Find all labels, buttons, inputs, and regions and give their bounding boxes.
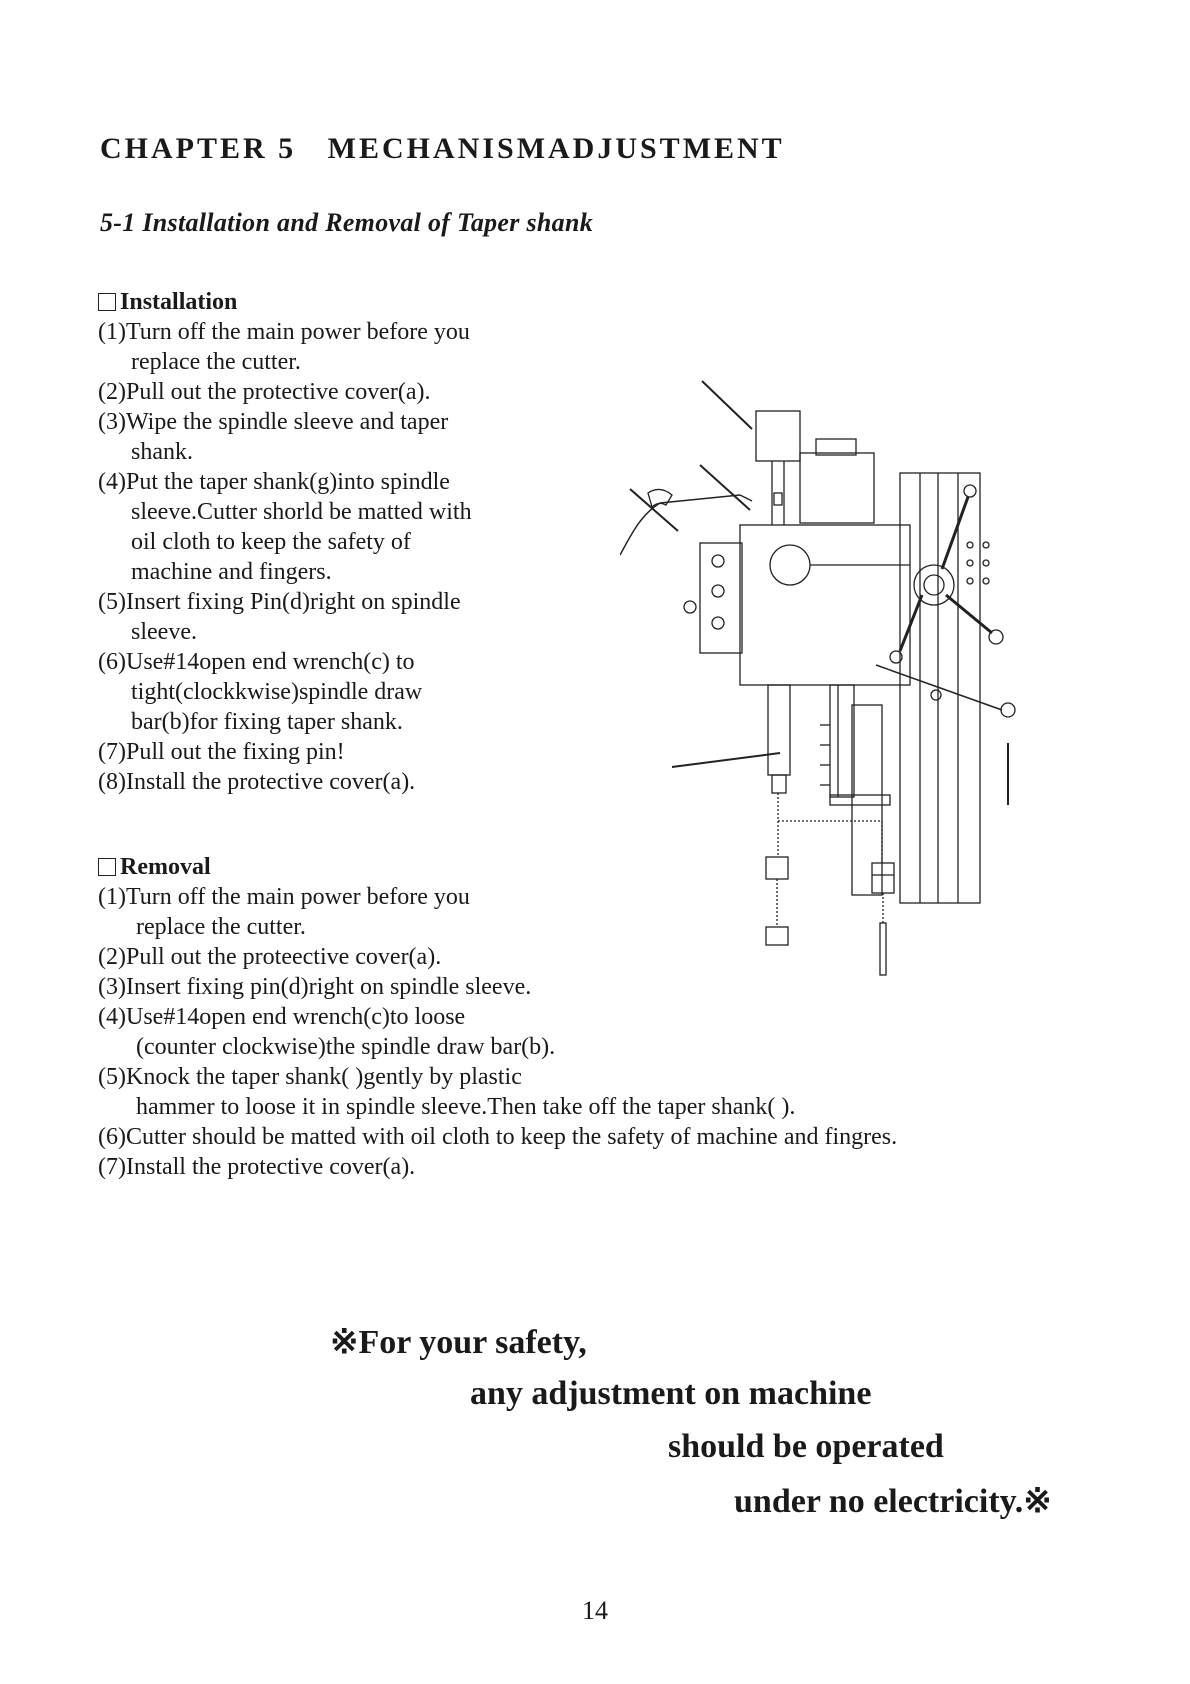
step-item: (3)Wipe the spindle sleeve and taper xyxy=(98,409,449,435)
handwheel xyxy=(770,545,810,585)
safety-line-4: under no electricity.※ xyxy=(734,1483,1052,1520)
leader-line-a xyxy=(702,381,752,429)
step-item: (6)Cutter should be matted with oil cloth to keep the safety of machine and fingres. xyxy=(98,1124,898,1150)
step-continuation: sleeve. xyxy=(131,619,197,645)
safety-line-1: ※For your safety, xyxy=(330,1324,587,1361)
page-number: 14 xyxy=(582,1596,608,1625)
installation-heading-text: Installation xyxy=(120,289,238,315)
step-continuation: bar(b)for fixing taper shank. xyxy=(131,709,403,735)
step-continuation: (counter clockwise)the spindle draw bar(b). xyxy=(136,1034,556,1060)
step-continuation: replace the cutter. xyxy=(136,914,306,940)
step-continuation: hammer to loose it in spindle sleeve.Then take off the taper shank( ). xyxy=(136,1094,796,1120)
protective-cover xyxy=(756,411,800,461)
step-item: (4)Use#14open end wrench(c)to loose xyxy=(98,1004,466,1030)
motor-housing xyxy=(800,453,874,523)
step-continuation: machine and fingers. xyxy=(131,559,332,585)
section-title: 5-1 Installation and Removal of Taper shank xyxy=(100,208,594,237)
step-item: (5)Insert fixing Pin(d)right on spindle xyxy=(98,589,461,615)
step-continuation: tight(clockkwise)spindle draw xyxy=(131,679,423,705)
step-item: (7)Pull out the fixing pin! xyxy=(98,739,345,765)
leader-line-b xyxy=(700,465,750,510)
step-continuation: replace the cutter. xyxy=(131,349,301,375)
installation-steps xyxy=(98,317,472,797)
step-item: (2)Pull out the protective cover(a). xyxy=(98,379,431,405)
installation-heading xyxy=(98,287,472,317)
step-continuation: oil cloth to keep the safety of xyxy=(131,529,411,555)
step-item: (5)Knock the taper shank( )gently by plastic xyxy=(98,1064,522,1090)
step-item: (3)Insert fixing pin(d)right on spindle sleeve. xyxy=(98,974,532,1000)
step-item: (8)Install the protective cover(a). xyxy=(98,769,416,795)
step-item: (2)Pull out the proteective cover(a). xyxy=(98,944,442,970)
machine-head xyxy=(740,525,910,685)
milling-machine-illustration xyxy=(620,365,1040,1015)
checkbox-icon xyxy=(98,858,116,876)
step-item: (1)Turn off the main power before you xyxy=(98,319,470,345)
installation-section xyxy=(98,287,472,797)
removal-heading-text: Removal xyxy=(120,854,211,880)
safety-line-3: should be operated xyxy=(668,1428,944,1465)
draw-bar xyxy=(774,493,782,505)
fixing-pin xyxy=(876,665,1002,710)
safety-line-2: any adjustment on machine xyxy=(470,1375,872,1412)
step-continuation: sleeve.Cutter shorld be matted with xyxy=(131,499,472,525)
leader-line-g xyxy=(672,753,780,767)
wrench xyxy=(620,495,752,555)
checkbox-icon xyxy=(98,293,116,311)
step-continuation: shank. xyxy=(131,439,193,465)
collet-chuck xyxy=(766,857,788,879)
chapter-title: CHAPTER 5 MECHANISMADJUSTMENT xyxy=(100,132,785,165)
step-item: (4)Put the taper shank(g)into spindle xyxy=(98,469,450,495)
step-item: (7)Install the protective cover(a). xyxy=(98,1154,416,1180)
drill-chuck xyxy=(872,863,894,893)
step-item: (1)Turn off the main power before you xyxy=(98,884,470,910)
drill-bit xyxy=(880,923,886,975)
spindle-quill xyxy=(768,685,790,775)
step-item: (6)Use#14open end wrench(c) to xyxy=(98,649,415,675)
